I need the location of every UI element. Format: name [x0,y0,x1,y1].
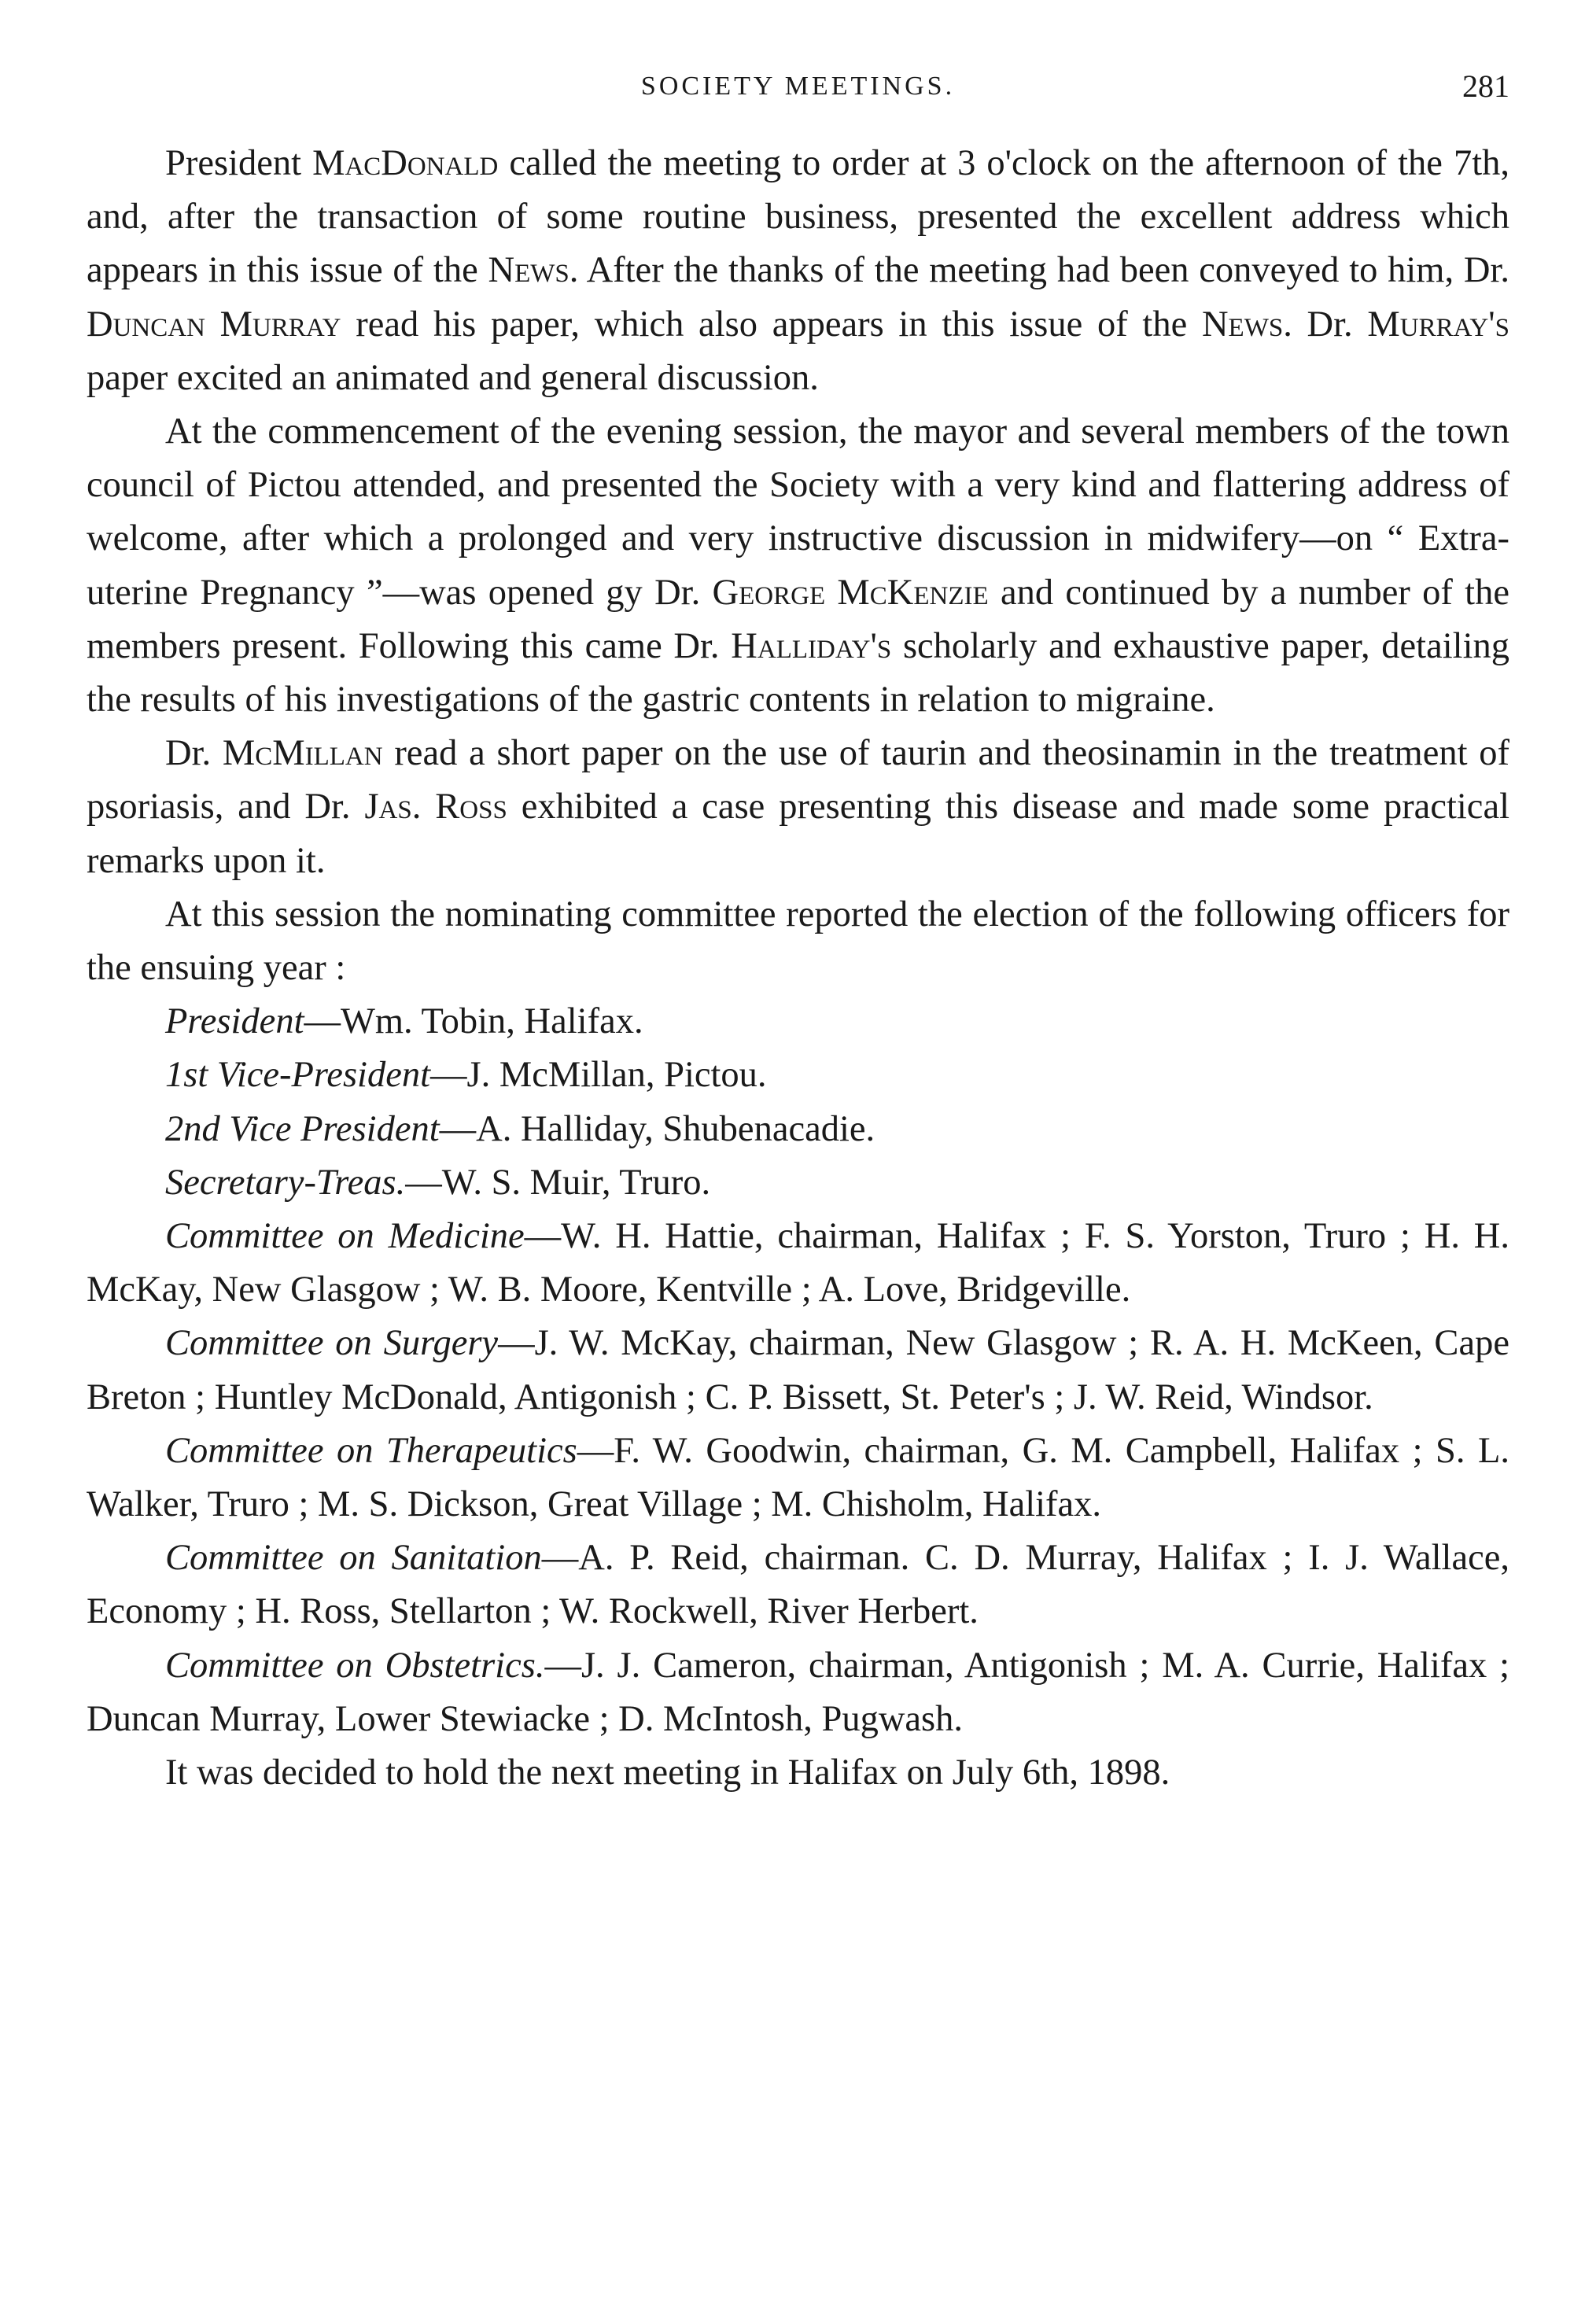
committee-entry [87,1531,1509,1638]
paragraph-nominations: At this session the nominating committee reported the election of the following officers for the ensuing year : [87,894,1509,989]
committee-role: Committee on Medicine [165,1216,525,1257]
committee-names: —J. J. Cameron, chairman, Antigonish ; M. A. Currie, Halifax ; Duncan Murray, Lower Stewiacke ; D. McIntosh, Pugwash. [87,1645,1510,1739]
paragraph-evening-session [87,405,1509,727]
text-run: exhibited a case presenting this disease and made some practical remarks upon it. [87,787,1509,881]
officer-role: 2nd Vice President [165,1108,440,1149]
committee-entry [87,1210,1509,1317]
officer-entry [87,1156,1509,1210]
name-mcmillan: McMillan [222,733,383,774]
name-george-mckenzie: George McKenzie [712,572,989,613]
officer-names: —Wm. Tobin, Halifax. [304,1001,643,1042]
running-title: SOCIETY MEETINGS. [640,72,956,101]
closing-paragraph: It was decided to hold the next meeting in Halifax on July 6th, 1898. [165,1753,1170,1793]
text-run: . Dr. [1283,304,1368,345]
journal-name: News [1201,304,1284,345]
committee-names: —W. H. Hattie, chairman, Halifax ; F. S. Yorston, Truro ; H. H. McKay, New Glasgow ; W. B. Moore, Kentville ; A. Love, Bridgeville. [87,1216,1510,1310]
name-jas-ross: Jas. Ross [364,787,507,827]
officer-role: Secretary-Treas. [165,1162,406,1203]
officer-names: —A. Halliday, Shubenacadie. [439,1108,875,1149]
text-run: read a short paper on the use of taurin and theosinamin in the treatment of psoriasis, and Dr. [87,733,1510,827]
running-head [87,63,1509,126]
committee-entry [87,1317,1509,1424]
page-number: 281 [1462,68,1509,104]
text-run: and continued by a number of the members present. Following this came Dr. [87,572,1509,666]
committee-names: —A. P. Reid, chairman. C. D. Murray, Halifax ; I. J. Wallace, Economy ; H. Ross, Stellarton ; W. Rockwell, River Herbert. [87,1538,1509,1632]
officer-role: President [165,1001,304,1042]
text-run: At the commencement of the evening session, the mayor and several members of the town council of Pictou attended, and presented the Society with a very kind and flattering address of welcome, after which a prolonged and very instructive discussion in midwifery—on “ Extra-uterine Pregnancy ”—was opened gy Dr. [87,411,1509,613]
name-murray: Murray's [1367,304,1509,345]
text-run: Dr. [165,733,223,774]
text-run: called the meeting to order at 3 o'clock on the afternoon of the 7th, and, after the transaction of some routine business, presented the excellent address which appears in this issue of the [87,143,1510,291]
article-body [87,137,1509,1800]
name-macdonald: MacDonald [312,143,499,183]
name-duncan-murray: Duncan Murray [87,304,341,345]
journal-name: News [488,250,569,291]
committee-names: —F. W. Goodwin, chairman, G. M. Campbell, Halifax ; S. L. Walker, Truro ; M. S. Dickson, Great Village ; M. Chisholm, Halifax. [87,1430,1509,1525]
officer-entry [87,995,1509,1049]
officer-names: —J. McMillan, Pictou. [430,1055,767,1096]
committee-names: —J. W. McKay, chairman, New Glasgow ; R. A. H. McKeen, Cape Breton ; Huntley McDonald, Antigonish ; C. P. Bissett, St. Peter's ; J. W. Reid, Windsor. [87,1323,1509,1417]
committee-role: Committee on Surgery [165,1323,499,1364]
officers-list [87,995,1509,1746]
text-run: read his paper, which also appears in this issue of the [341,304,1202,345]
officer-entry [87,1049,1509,1102]
officer-role: 1st Vice-President [165,1055,431,1096]
name-halliday: Halliday's [731,625,892,666]
committee-entry [87,1425,1509,1531]
officer-entry [87,1103,1509,1156]
text-run: scholarly and exhaustive paper, detailing the results of his investigations of the gastric contents in relation to migraine. [87,625,1510,721]
paragraph-afternoon-session [87,137,1509,405]
committee-role: Committee on Sanitation [165,1538,542,1579]
committee-role: Committee on Therapeutics [165,1430,577,1471]
text-run: paper excited an animated and general discussion. [87,357,819,398]
committee-entry [87,1639,1509,1746]
text-run: . After the thanks of the meeting had been conveyed to him, Dr. [569,250,1509,291]
officer-names: —W. S. Muir, Truro. [405,1162,711,1203]
paragraph-psoriasis [87,727,1509,888]
committee-role: Committee on Obstetrics. [165,1645,545,1686]
text-run: President [165,143,313,183]
